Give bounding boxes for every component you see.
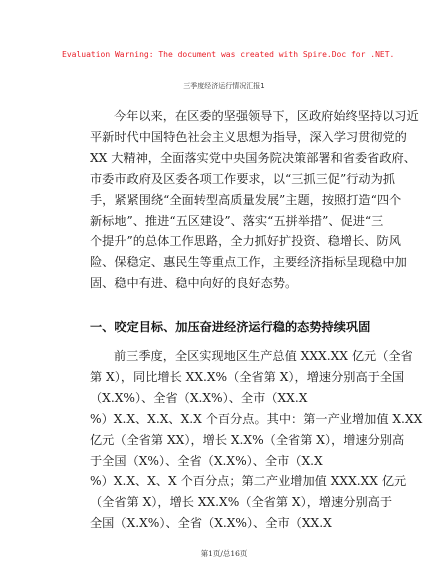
paragraph-line: 平新时代中国特色社会主义思想为指导，深入学习贯彻党的 <box>90 129 407 144</box>
paragraph-line: 前三季度，全区实现地区生产总值 XXX.XX 亿元（全省 <box>114 349 413 363</box>
paragraph-line: XX 大精神，全面落实党中央国务院决策部署和省委省政府、 <box>90 150 416 165</box>
paragraph-line: 于全国（X%）、全省（X.X%）、全市（X.X <box>90 453 323 468</box>
paragraph-line: 手，紧紧围绕“全面转型高质量发展”主题，按照打造“四个 <box>90 192 402 207</box>
paragraph-line: 今年以来，在区委的坚强领导下，区政府始终坚持以习近 <box>114 109 419 123</box>
page-footer: 第1页/总16页 <box>200 549 248 558</box>
paragraph-line: （X.X%）、全省（X.X%）、全市（XX.X <box>90 390 308 405</box>
paragraph-line: 市委市政府及区委各项工作要求，以“三抓三促”行动为抓 <box>90 171 395 186</box>
intro-paragraph <box>90 106 419 294</box>
paragraph-line: %）X.X、X.X、X.X 个百分点。其中：第一产业增加值 X.XX <box>90 411 423 426</box>
document-title: 三季度经济运行情况汇报1 <box>183 82 265 90</box>
paragraph-line: 固、稳中有进、稳中向好的良好态势。 <box>90 276 298 291</box>
gdp-paragraph <box>90 346 423 534</box>
paragraph-line: 第 X），同比增长 XX.X%（全省第 X），增速分别高于全国 <box>90 369 405 384</box>
evaluation-warning: Evaluation Warning: The document was created with Spire.Doc for .NET. <box>62 50 395 59</box>
paragraph-line: 亿元（全省第 XX），增长 X.X%（全省第 X），增速分别高 <box>90 432 405 447</box>
section-heading: 一、咬定目标、加压奋进经济运行稳的态势持续巩固 <box>90 320 371 334</box>
paragraph-line: 个提升”的总体工作思路，全力抓好扩投资、稳增长、防风 <box>90 234 401 249</box>
paragraph-line: %）X.X、X、X 个百分点；第二产业增加值 XXX.XX 亿元 <box>90 474 407 489</box>
paragraph-line: （全省第 X），增长 XX.X%（全省第 X），增速分别高于 <box>90 495 393 510</box>
paragraph-line: 险、保稳定、惠民生等重点工作，主要经济指标呈现稳中加 <box>90 255 407 270</box>
paragraph-line: 全国（X.X%）、全省（X.X%）、全市（XX.X <box>90 516 332 531</box>
paragraph-line: 新标地”、推进“五区建设”、落实“五拼举措”、促进“三 <box>90 213 384 228</box>
